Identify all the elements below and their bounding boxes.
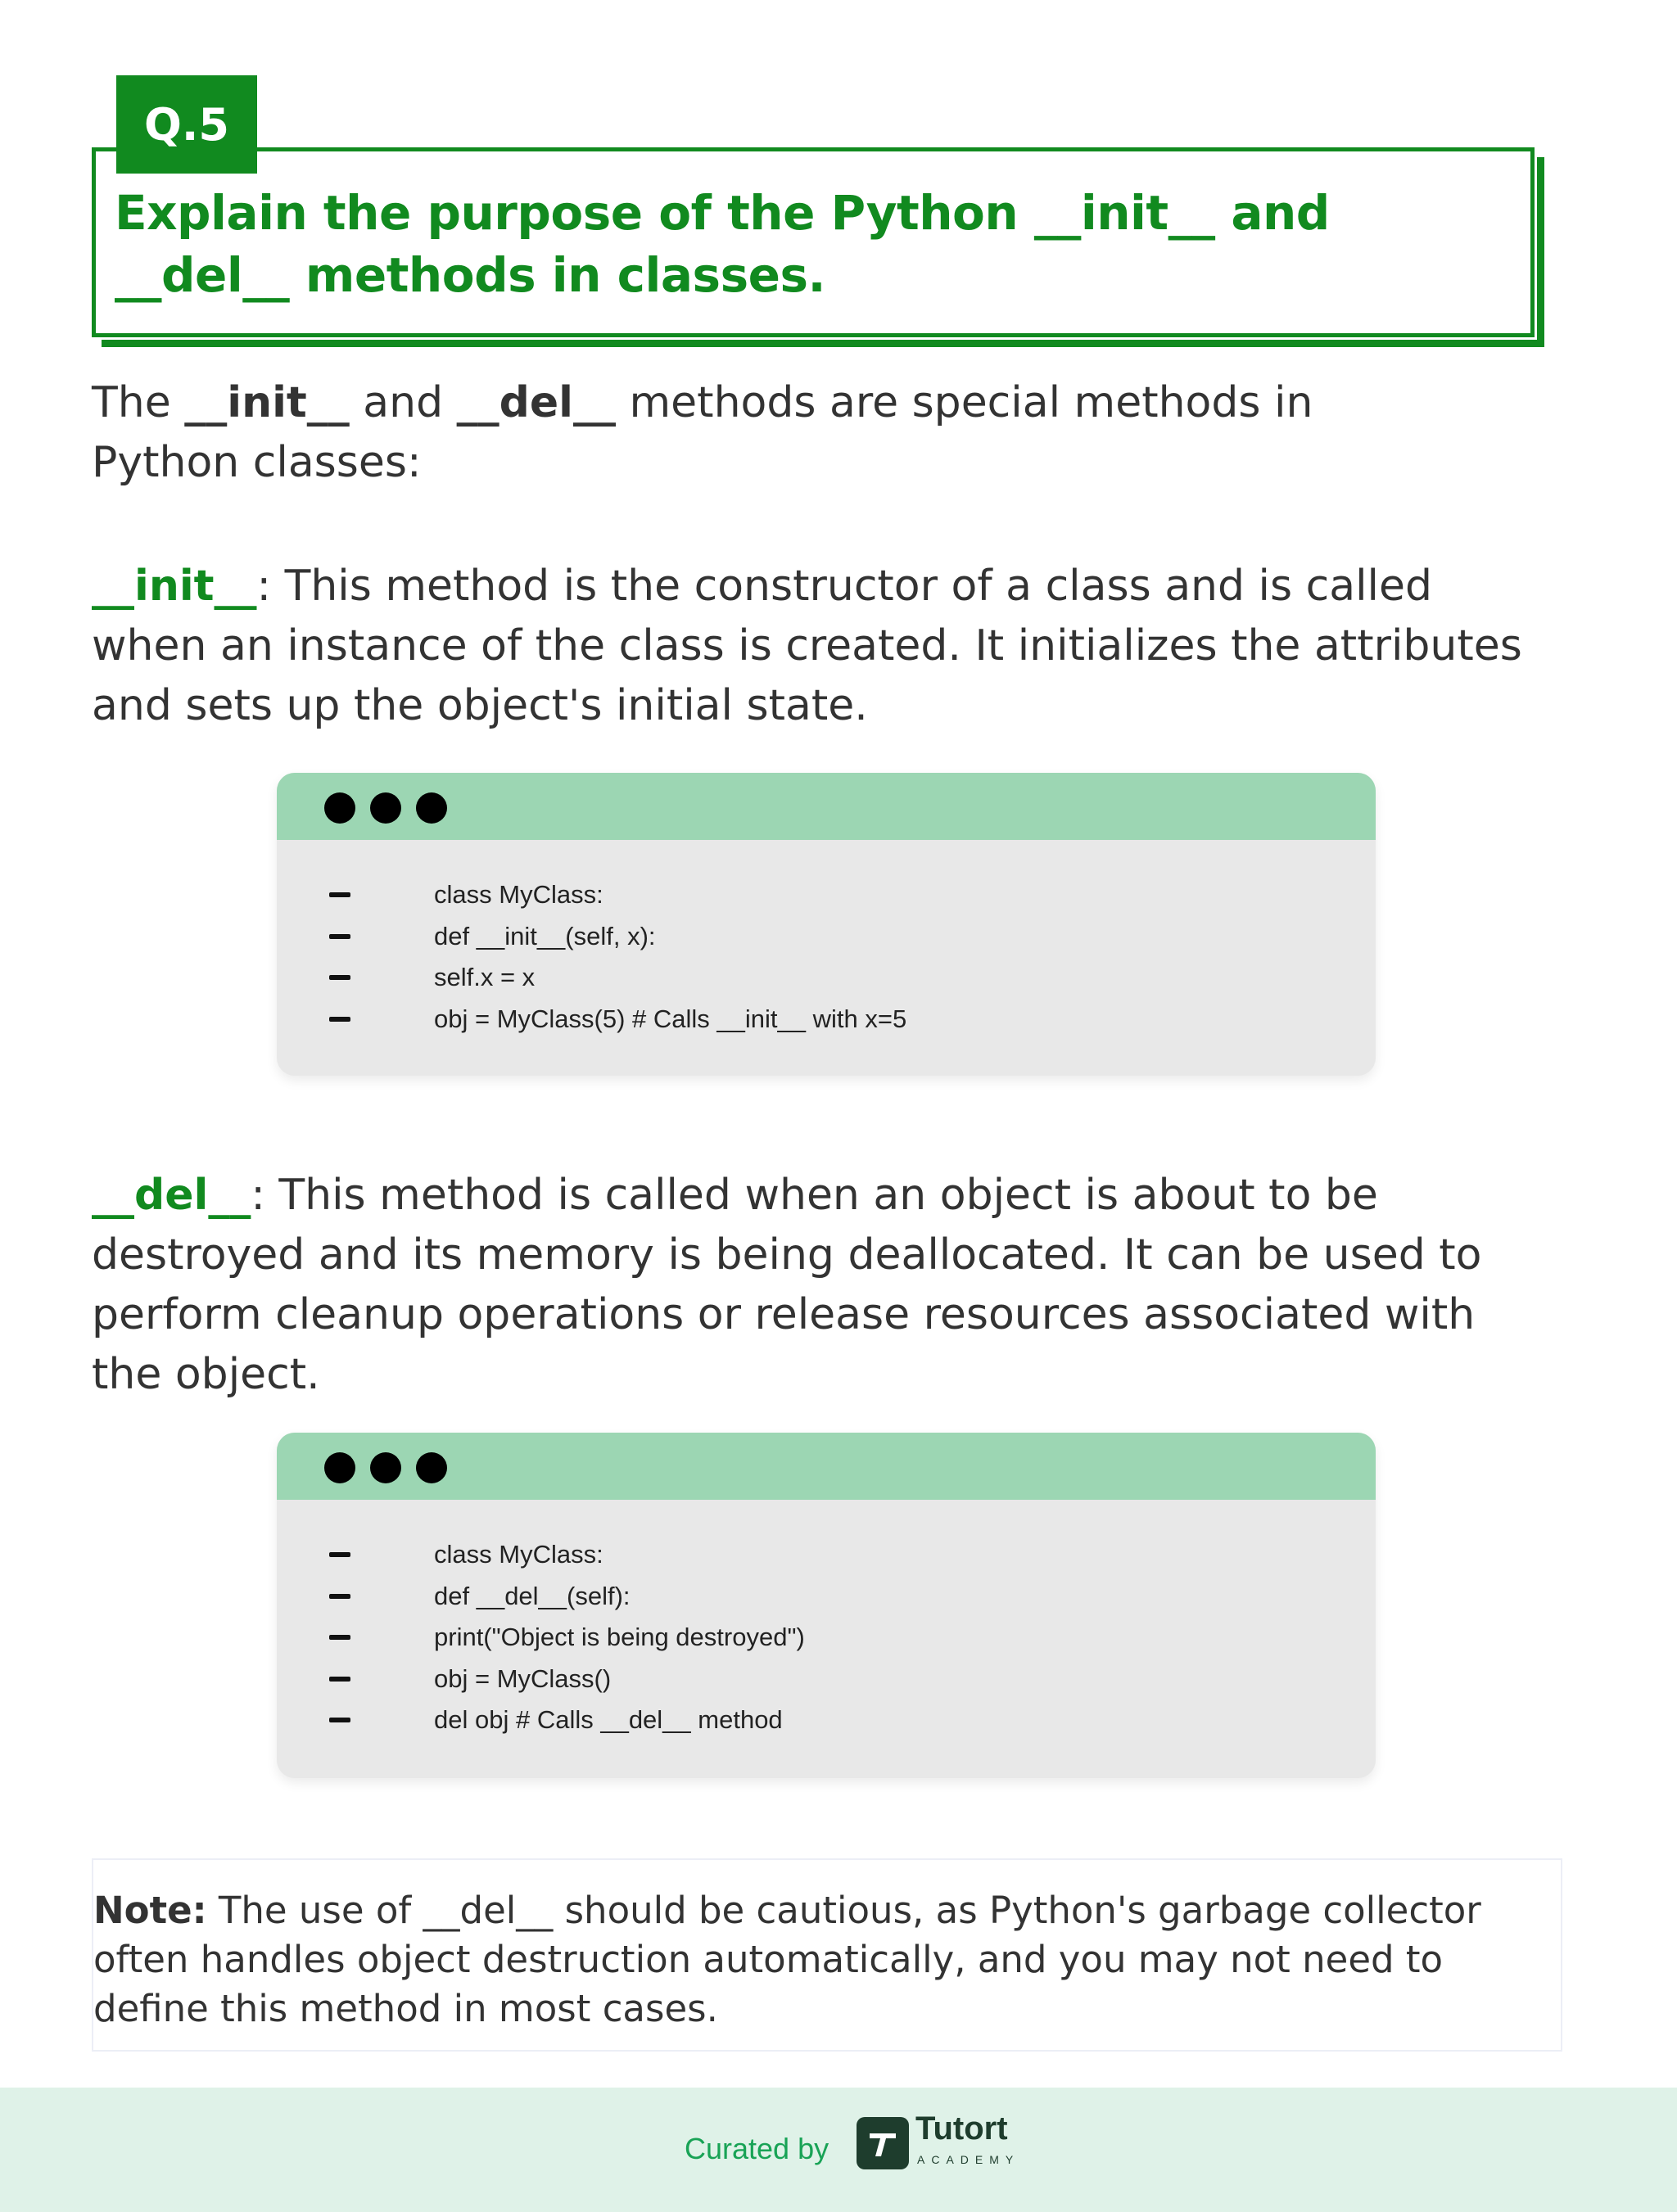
code-line [277, 1662, 1376, 1704]
question-title-line2: __del__ methods in classes. [115, 247, 825, 303]
del-line4: the object. [92, 1350, 320, 1399]
code-text: obj = MyClass(5) # Calls __init__ with x=5 [434, 1004, 907, 1033]
code-text: obj = MyClass() [434, 1664, 612, 1693]
intro-paragraph [92, 373, 1590, 493]
code-block-header [277, 773, 1376, 840]
intro-line2: Python classes: [92, 438, 422, 487]
del-text: : This method is called when an object is about to be [251, 1171, 1378, 1220]
window-dot-icon [324, 792, 355, 824]
code-line [277, 1002, 1376, 1044]
intro-line1 [92, 373, 1590, 433]
window-dot-icon [416, 792, 447, 824]
intro-text: methods are special methods in [616, 378, 1313, 427]
init-line1 [92, 557, 1590, 616]
code-block-header [277, 1433, 1376, 1500]
dash-icon [329, 1017, 350, 1022]
code-lines [277, 1537, 1376, 1745]
tutort-logo-icon [857, 2117, 909, 2169]
dash-icon [329, 1677, 350, 1682]
intro-text: The [92, 378, 185, 427]
footer [0, 2088, 1677, 2212]
code-block-del [277, 1433, 1376, 1778]
curated-by-label: Curated by [685, 2132, 829, 2165]
question-badge: Q.5 [116, 75, 257, 174]
question-title-line1: Explain the purpose of the Python __init__ and [115, 185, 1330, 241]
code-line [277, 1620, 1376, 1662]
init-keyword: __init__ [92, 562, 257, 611]
dash-icon [329, 975, 350, 980]
note-line2: often handles object destruction automatically, and you may not need to [93, 1938, 1444, 1981]
intro-keyword-init: __init__ [184, 378, 350, 427]
window-dot-icon [370, 1452, 401, 1483]
question-title [115, 182, 1507, 306]
dash-icon [329, 1552, 350, 1557]
del-keyword: __del__ [92, 1171, 251, 1220]
del-line2: destroyed and its memory is being deallocated. It can be used to [92, 1230, 1482, 1280]
note-line1 [93, 1886, 1561, 1935]
note-line3: define this method in most cases. [93, 1987, 718, 2030]
code-line [277, 1537, 1376, 1579]
code-line [277, 1703, 1376, 1745]
code-text: def __init__(self, x): [434, 921, 656, 950]
dash-icon [329, 1635, 350, 1640]
code-line [277, 919, 1376, 961]
dash-icon [329, 1718, 350, 1722]
code-line [277, 1579, 1376, 1621]
note-label: Note: [93, 1889, 207, 1932]
init-line3: and sets up the object's initial state. [92, 681, 868, 730]
code-line [277, 960, 1376, 1002]
intro-keyword-del: __del__ [456, 378, 616, 427]
code-text: print("Object is being destroyed") [434, 1623, 805, 1651]
init-line2: when an instance of the class is created. It initializes the attributes [92, 621, 1522, 670]
del-line1 [92, 1166, 1590, 1226]
code-block-init [277, 773, 1376, 1076]
window-dot-icon [416, 1452, 447, 1483]
code-text: def __del__(self): [434, 1581, 631, 1610]
code-text: class MyClass: [434, 880, 603, 909]
window-dot-icon [370, 792, 401, 824]
note-text: The use of __del__ should be cautious, as Python's garbage collector [206, 1889, 1481, 1932]
init-text: : This method is the constructor of a class and is called [256, 562, 1432, 611]
brand-sub: ACADEMY [917, 2153, 1020, 2166]
dash-icon [329, 934, 350, 939]
intro-text: and [349, 378, 457, 427]
code-lines [277, 878, 1376, 1043]
init-paragraph [92, 557, 1590, 736]
code-text: class MyClass: [434, 1540, 603, 1569]
del-paragraph [92, 1166, 1590, 1405]
brand-name: Tutort [915, 2110, 1008, 2147]
code-text: del obj # Calls __del__ method [434, 1705, 783, 1734]
dash-icon [329, 892, 350, 897]
dash-icon [329, 1594, 350, 1599]
del-line3: perform cleanup operations or release resources associated with [92, 1290, 1476, 1339]
code-text: self.x = x [434, 963, 536, 991]
window-dot-icon [324, 1452, 355, 1483]
code-line [277, 878, 1376, 919]
note-box [92, 1858, 1562, 2052]
